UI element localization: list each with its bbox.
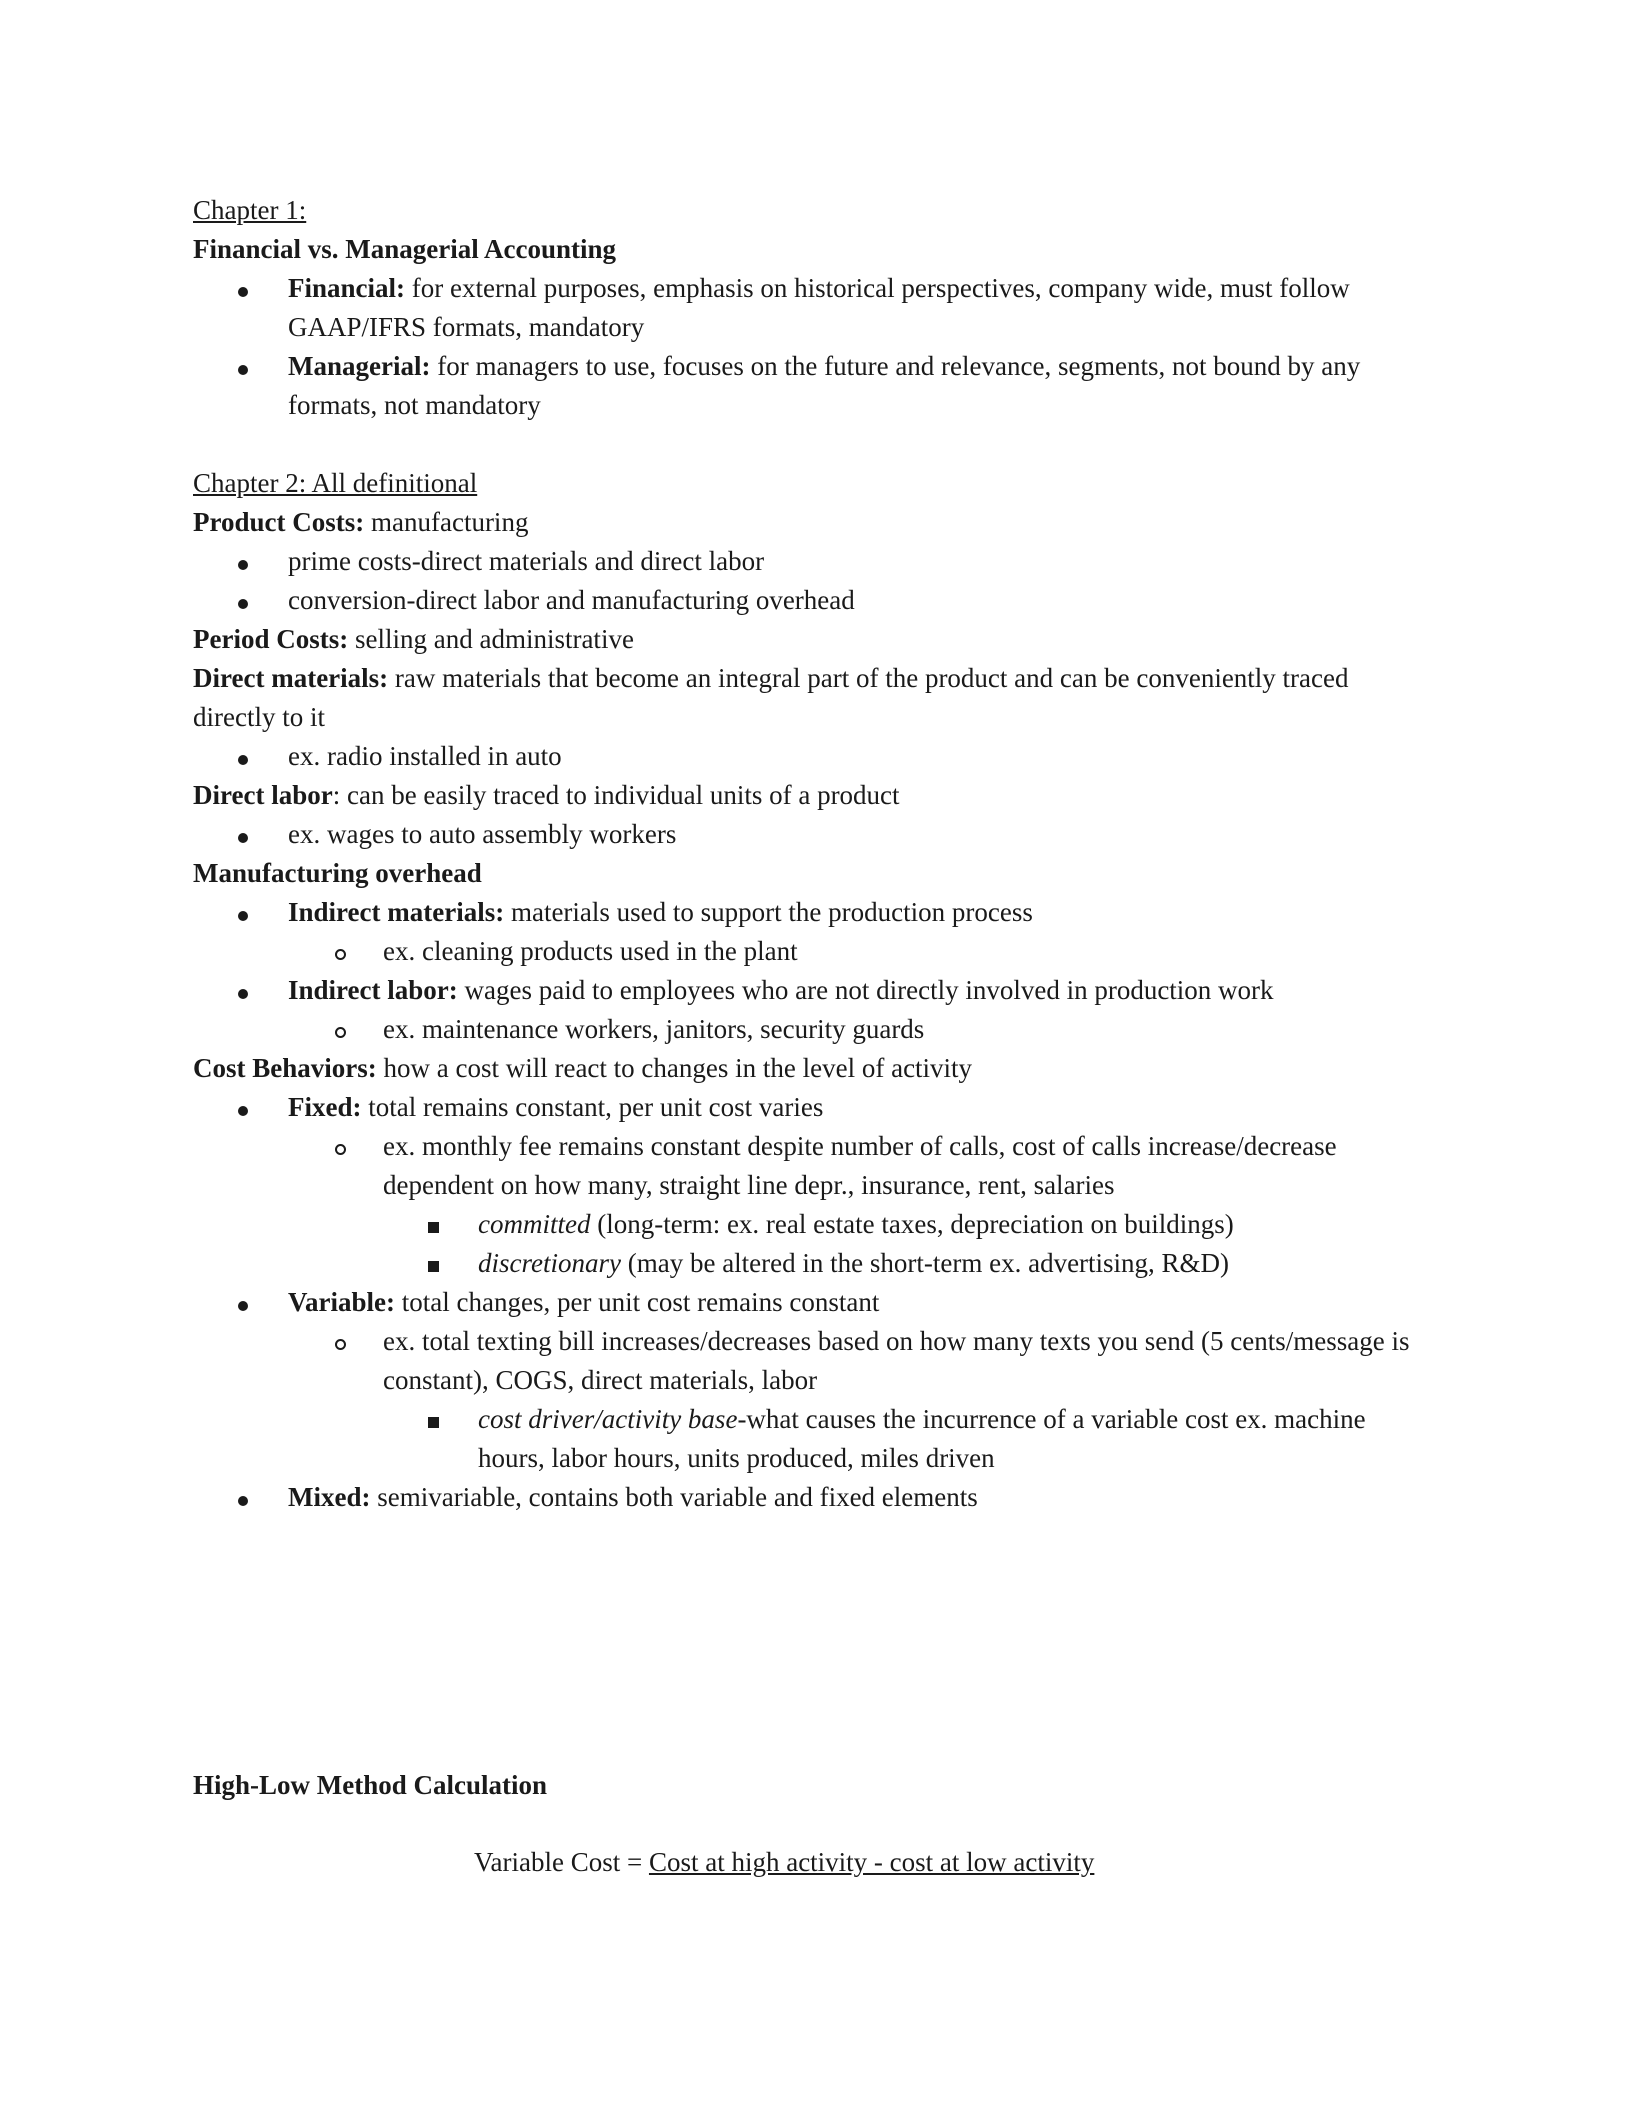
bullet-disc-icon xyxy=(238,581,248,620)
list-item-prime-costs: prime costs-direct materials and direct labor xyxy=(193,542,1433,581)
list-item-indirect-labor: Indirect labor: wages paid to employees who are not directly involved in production work xyxy=(193,971,1433,1010)
list-item-committed: committed (long-term: ex. real estate taxes, depreciation on buildings) xyxy=(193,1205,1433,1244)
bullet-disc-icon xyxy=(238,1283,248,1322)
high-low-title: High-Low Method Calculation xyxy=(193,1770,548,1800)
variable-cost-formula: Variable Cost = Cost at high activity - cost at low activity xyxy=(474,1847,1095,1877)
bullet-square-icon xyxy=(428,1400,439,1439)
bullet-disc-icon xyxy=(238,542,248,581)
notes-body xyxy=(193,191,1433,1517)
cost-behaviors: Cost Behaviors: how a cost will react to changes in the level of activity xyxy=(193,1053,973,1083)
bullet-square-icon xyxy=(428,1244,439,1283)
bullet-disc-icon xyxy=(238,347,248,386)
list-item-im-example: ex. cleaning products used in the plant xyxy=(193,932,1433,971)
bullet-circle-icon xyxy=(335,1127,346,1166)
chapter-1-title: Financial vs. Managerial Accounting xyxy=(193,234,617,264)
bullet-disc-icon xyxy=(238,1478,248,1517)
list-item-cost-driver: cost driver/activity base-what causes the incurrence of a variable cost ex. machine hours, labor hours, units produced, miles driven xyxy=(193,1400,1433,1478)
direct-labor: Direct labor: can be easily traced to individual units of a product xyxy=(193,780,900,810)
chapter-2-heading: Chapter 2: All definitional xyxy=(193,468,478,498)
list-item-variable-example: ex. total texting bill increases/decreases based on how many texts you send (5 cents/message is constant), COGS, direct materials, labor xyxy=(193,1322,1433,1400)
bullet-disc-icon xyxy=(238,269,248,308)
list-item-financial: Financial: for external purposes, emphasis on historical perspectives, company wide, must follow GAAP/IFRS formats, mandatory xyxy=(193,269,1433,347)
bullet-disc-icon xyxy=(238,1088,248,1127)
formula-numerator: Cost at high activity - cost at low activity xyxy=(648,1847,1095,1877)
product-costs: Product Costs: manufacturing xyxy=(193,507,529,537)
list-item-dm-example: ex. radio installed in auto xyxy=(193,737,1433,776)
list-item-conversion: conversion-direct labor and manufacturing overhead xyxy=(193,581,1433,620)
bullet-square-icon xyxy=(428,1205,439,1244)
bullet-disc-icon xyxy=(238,971,248,1010)
list-item-dl-example: ex. wages to auto assembly workers xyxy=(193,815,1433,854)
direct-materials: Direct materials: raw materials that become an integral part of the product and can be conveniently traced directly to it xyxy=(193,663,1349,732)
chapter-1-heading: Chapter 1: xyxy=(193,195,307,225)
period-costs: Period Costs: selling and administrative xyxy=(193,624,634,654)
list-item-discretionary: discretionary (may be altered in the short-term ex. advertising, R&D) xyxy=(193,1244,1433,1283)
list-item-managerial: Managerial: for managers to use, focuses on the future and relevance, segments, not bound by any formats, not mandatory xyxy=(193,347,1433,425)
bullet-circle-icon xyxy=(335,932,346,971)
bullet-circle-icon xyxy=(335,1322,346,1361)
bullet-circle-icon xyxy=(335,1010,346,1049)
list-item-mixed: Mixed: semivariable, contains both variable and fixed elements xyxy=(193,1478,1433,1517)
list-item-il-example: ex. maintenance workers, janitors, security guards xyxy=(193,1010,1433,1049)
manufacturing-overhead: Manufacturing overhead xyxy=(193,858,482,888)
list-item-fixed: Fixed: total remains constant, per unit cost varies xyxy=(193,1088,1433,1127)
bullet-disc-icon xyxy=(238,737,248,776)
list-item-indirect-materials: Indirect materials: materials used to support the production process xyxy=(193,893,1433,932)
list-item-variable: Variable: total changes, per unit cost remains constant xyxy=(193,1283,1433,1322)
bullet-disc-icon xyxy=(238,815,248,854)
list-item-fixed-example: ex. monthly fee remains constant despite number of calls, cost of calls increase/decrease dependent on how many, straight line depr., insurance, rent, salaries xyxy=(193,1127,1433,1205)
bullet-disc-icon xyxy=(238,893,248,932)
